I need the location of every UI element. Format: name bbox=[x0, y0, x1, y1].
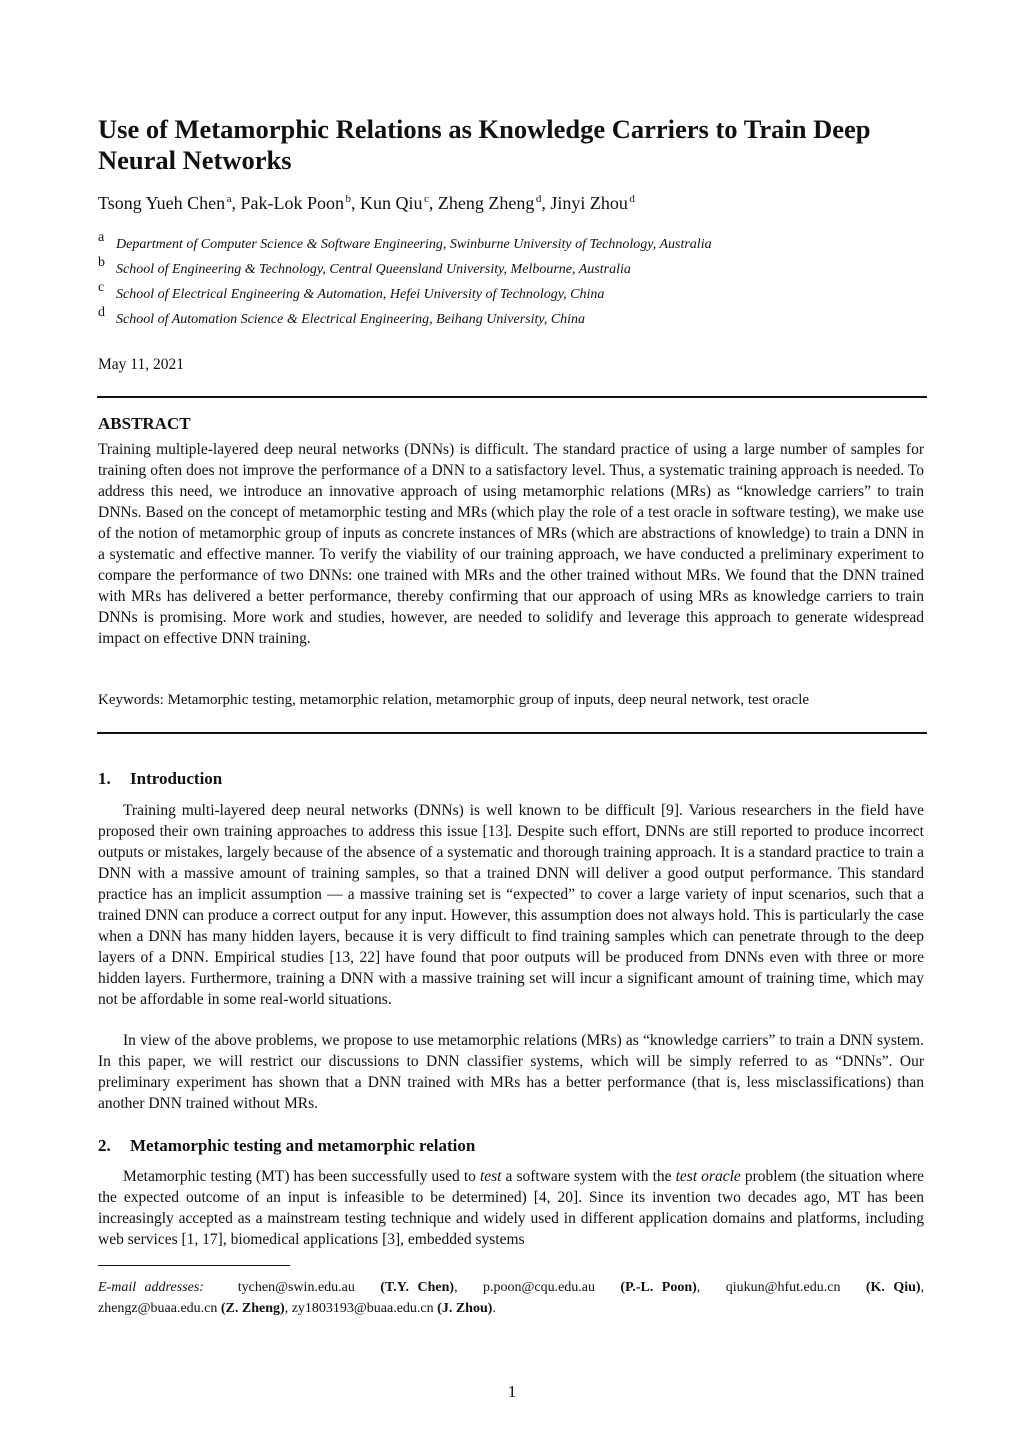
body-paragraph: Training multi-layered deep neural networks (DNNs) is well known to be difficult [9]. Various researchers in the field have proposed their own training approaches to address this issue [13]. Despite such effort, DNNs are still reported to produce incorrect outputs or mistakes, largely because of the absence of a systematic and thorough training approach. It is a standard practice to train a DNN with a massive amount of training samples, so that a trained DNN will deliver a good output performance. This standard practice has an implicit assumption — a massive training set is “expected” to cover a large variety of input scenarios, such that a trained DNN can produce a correct output for any input. However, this assumption does not always hold. This is particularly the case when a DNN has many hidden layers, because it is very difficult to find training samples which can penetrate through to the deep layers of a DNN. Empirical studies [13, 22] have found that poor outputs will be produced from DNNs even with three or more hidden layers. Furthermore, training a DNN with a massive training set will incur a significant amount of training time, which may not be affordable in some real-world situations. bbox=[98, 802, 924, 1008]
body-paragraph: In view of the above problems, we propose to use metamorphic relations (MRs) as “knowledge carriers” to train a DNN system. In this paper, we will restrict our discussions to DNN classifier systems, which will be simply referred to as “DNNs”. Our preliminary experiment has shown that a DNN trained with MRs has a better performance (that is, less misclassifications) than another DNN trained without MRs. bbox=[98, 1032, 924, 1112]
affiliation-text: School of Engineering & Technology, Central Queensland University, Melbourne, Australia bbox=[116, 262, 631, 277]
affiliation bbox=[98, 255, 631, 278]
author-affil-mark: d bbox=[629, 193, 635, 205]
author-affil-mark: b bbox=[345, 193, 351, 205]
section-number: 1. bbox=[98, 769, 111, 788]
author-name: Kun Qiu bbox=[360, 193, 423, 213]
paper-title: Use of Metamorphic Relations as Knowledge Carriers to Train Deep Neural Networks bbox=[98, 114, 871, 175]
affiliation bbox=[98, 305, 586, 328]
section-number: 2. bbox=[98, 1136, 111, 1155]
footnote-label: E-mail addresses: bbox=[98, 1280, 204, 1295]
affiliation-text: School of Automation Science & Electrical Engineering, Beihang University, China bbox=[116, 312, 586, 327]
author-name: Pak-Lok Poon bbox=[240, 193, 344, 213]
author-name: Zheng Zheng bbox=[437, 193, 535, 213]
emphasis: test bbox=[479, 1168, 502, 1185]
section-heading-introduction bbox=[98, 769, 222, 789]
affiliation-mark: b bbox=[98, 255, 105, 270]
author-name: Jinyi Zhou bbox=[550, 193, 628, 213]
email-owner: (T.Y. Chen) bbox=[380, 1280, 455, 1295]
author-affil-mark: a bbox=[226, 193, 232, 205]
affiliation bbox=[98, 280, 605, 303]
footnote-rule bbox=[98, 1265, 290, 1266]
author-name: Tsong Yueh Chen bbox=[98, 193, 226, 213]
email-owner: (Z. Zheng) bbox=[220, 1301, 285, 1316]
abstract-bottom-rule bbox=[97, 732, 927, 734]
body-paragraph: Metamorphic testing (MT) has been successfully used to test a software system with the test oracle problem (the situation where the expected outcome of an input is infeasible to be determined) [4, 20]. Since its invention two decades ago, MT has been increasingly accepted as a mainstream testing technique and widely used in different application domains and platforms, including web services [1, 17], biomedical applications [3], embedded systems bbox=[98, 1168, 925, 1248]
emphasis: test oracle bbox=[675, 1168, 741, 1185]
affiliation-mark: c bbox=[98, 280, 105, 295]
publication-date: May 11, 2021 bbox=[98, 356, 184, 373]
email-address[interactable]: qiukun@hfut.edu.cn bbox=[725, 1280, 841, 1295]
affiliation-mark: a bbox=[98, 230, 105, 245]
email-owner: (J. Zhou) bbox=[437, 1301, 493, 1316]
affiliation bbox=[98, 230, 712, 253]
section-title: Metamorphic testing and metamorphic relation bbox=[130, 1136, 476, 1155]
abstract-top-rule bbox=[97, 396, 927, 398]
abstract-text: Training multiple-layered deep neural networks (DNNs) is difficult. The standard practice of using a large number of samples for training often does not improve the performance of a DNN to a satisfactory level. Thus, a systematic training approach is needed. To address this need, we introduce an innovative approach of using metamorphic relations (MRs) as “knowledge carriers” to train DNNs. Based on the concept of metamorphic testing and MRs (which play the role of a test oracle in software testing), we make use of the notion of metamorphic group of inputs as concrete instances of MRs (which are abstractions of knowledge) to train a DNN in a systematic and effective manner. To verify the viability of our training approach, we have conducted a preliminary experiment to compare the performance of two DNNs: one trained with MRs and the other trained without MRs. We found that the DNN trained with MRs has delivered a better performance, thereby confirming that our approach of using MRs as knowledge carriers to train DNNs is promising. More work and studies, however, are needed to solidify and leverage this approach to generate widespread impact on effective DNN training. bbox=[98, 441, 924, 647]
abstract-heading: ABSTRACT bbox=[98, 414, 191, 433]
page-number: 1 bbox=[507, 1382, 517, 1401]
keywords: Keywords: Metamorphic testing, metamorphic relation, metamorphic group of inputs, deep neural network, test oracle bbox=[98, 692, 810, 708]
author-affil-mark: d bbox=[535, 193, 542, 205]
affiliation-text: School of Electrical Engineering & Automation, Hefei University of Technology, China bbox=[116, 287, 605, 302]
affiliation-text: Department of Computer Science & Software Engineering, Swinburne University of Technology, Australia bbox=[116, 237, 712, 252]
email-address[interactable]: zhengz@buaa.edu.cn bbox=[98, 1301, 218, 1316]
affiliation-mark: d bbox=[98, 305, 105, 320]
section-title: Introduction bbox=[130, 769, 223, 788]
footnote-emails: E-mail addresses: tychen@swin.edu.au (T.Y. Chen), p.poon@cqu.edu.au (P.-L. Poon), qiukun@hfut.edu.cn (K. Qiu), zhengz@buaa.edu.cn (Z. Zheng), zy1803193@buaa.edu.cn (J. Zhou). bbox=[98, 1280, 925, 1316]
email-address[interactable]: tychen@swin.edu.au bbox=[237, 1280, 355, 1295]
email-owner: (K. Qiu) bbox=[865, 1280, 921, 1295]
author-list: Tsong Yueh Chen $^a$, Pak-Lok Poon $^b$, Kun Qiu $^c$, Zheng Zheng $^d$, Jinyi Zhou $^d$ bbox=[98, 193, 635, 213]
author-affil-mark: c bbox=[424, 193, 429, 205]
email-address[interactable]: p.poon@cqu.edu.au bbox=[482, 1280, 596, 1295]
section-heading-metamorphic-testing bbox=[98, 1136, 475, 1156]
email-owner: (P.-L. Poon) bbox=[620, 1280, 697, 1295]
email-address[interactable]: zy1803193@buaa.edu.cn bbox=[291, 1301, 434, 1316]
